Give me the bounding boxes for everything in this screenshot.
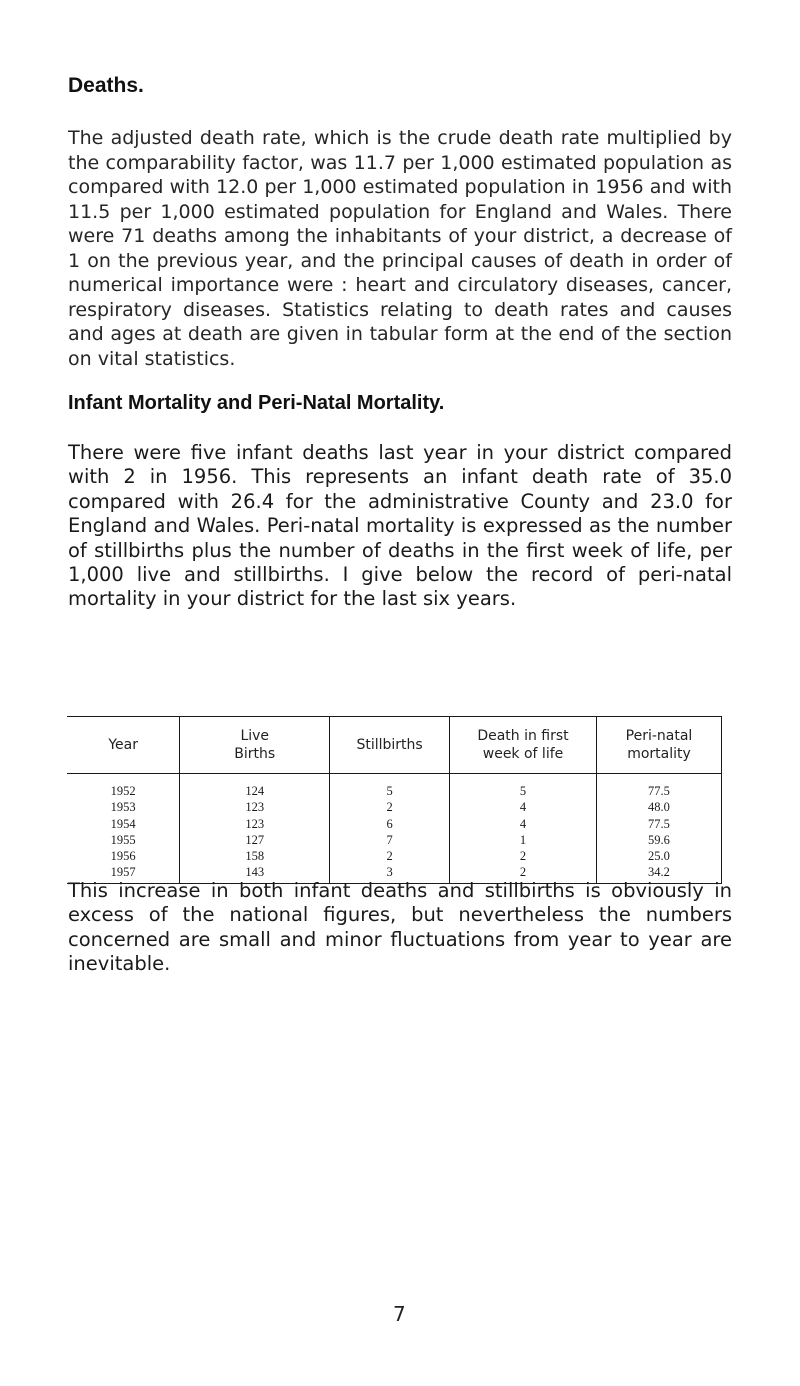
table-row [67,774,722,800]
table-cell-peri-natal: 34.2 [648,865,670,880]
section-heading-infant-mortality: Infant Mortality and Peri-Natal Mortality. [68,392,445,414]
table-cell-death-first-week: 1 [450,832,597,848]
table-cell-stillbirths: 3 [330,864,450,883]
table-cell-death-first-week: 2 [450,864,597,883]
column-header-death-first-week-label: Death in first week of life [477,728,569,762]
table-cell-death-first-week: 2 [450,848,597,864]
table-cell-year: 1956 [67,848,180,864]
table-cell-stillbirths: 2 [330,848,450,864]
table-cell-year: 1957 [67,864,180,883]
table-cell-peri-natal: 25.0 [648,849,670,864]
table-cell-stillbirths: 5 [330,774,450,800]
table-cell-live-births: 127 [180,832,330,848]
table-header-row [67,717,722,774]
table-cell-peri-natal: 77.5 [648,816,670,831]
table-body [67,774,722,884]
peri-natal-mortality-table [67,716,722,884]
deaths-paragraph: The adjusted death rate, which is the crude death rate multiplied by the comparability factor, was 11.7 per 1,000 estimated population as compared with 12.0 per 1,000 estimated population in 1956 and with 11.5 per 1,000 estimated population for England and Wales. There were 71 deaths among the inhabitants of your district, a decrease of 1 on the previous year, and the principal causes of death in order of numerical importance were : heart and circulatory diseases, cancer, respiratory diseases. Statistics relating to death rates and causes and ages at death are given in tabular form at the end of the section on vital statistics. [68,127,732,370]
table-row [67,832,722,848]
conclusion-paragraph: This increase in both infant deaths and stillbirths is obviously in excess of the national figures, but nevertheless the numbers concerned are small and minor fluctuations from year to year are inevitable. [68,879,732,976]
table-cell-year: 1952 [67,774,180,800]
infant-mortality-paragraph: There were five infant deaths last year in your district compared with 2 in 1956. This represents an infant death rate of 35.0 compared with 26.4 for the administrative County and 23.0 for England and Wales. Peri-natal mortality is expressed as the number of stillbirths plus the number of deaths in the first week of life, per 1,000 live and stillbirths. I give below the record of peri-natal mortality in your district for the last six years. [68,441,732,611]
table-cell-peri-natal: 48.0 [648,800,670,815]
column-header-stillbirths: Stillbirths [330,717,450,774]
table-cell-live-births: 143 [180,864,330,883]
table-cell-stillbirths: 6 [330,816,450,832]
table-cell-death-first-week: 4 [450,799,597,815]
column-header-peri-natal [596,717,721,774]
table-cell-death-first-week: 5 [450,774,597,800]
table-cell-year: 1954 [67,816,180,832]
section-heading-deaths: Deaths. [68,74,144,97]
table-header [67,717,722,774]
table-row [67,848,722,864]
column-header-year: Year [67,717,180,774]
column-header-peri-natal-label: Peri-natal mortality [625,728,693,762]
page-number: 7 [393,1302,406,1326]
column-header-live-births [180,717,330,774]
table-row [67,816,722,832]
table-cell-live-births: 124 [180,774,330,800]
table-cell-year: 1955 [67,832,180,848]
table-cell-year: 1953 [67,799,180,815]
table-cell-death-first-week: 4 [450,816,597,832]
table-cell-live-births: 158 [180,848,330,864]
table-cell-stillbirths: 7 [330,832,450,848]
table-cell-peri-natal: 59.6 [648,832,670,847]
column-header-death-first-week [450,717,597,774]
table-cell-peri-natal: 77.5 [648,784,670,798]
table-cell-live-births: 123 [180,799,330,815]
table-row [67,799,722,815]
table-cell-stillbirths: 2 [330,799,450,815]
table-cell-live-births: 123 [180,816,330,832]
column-header-live-births-label: Live Births [234,728,276,762]
